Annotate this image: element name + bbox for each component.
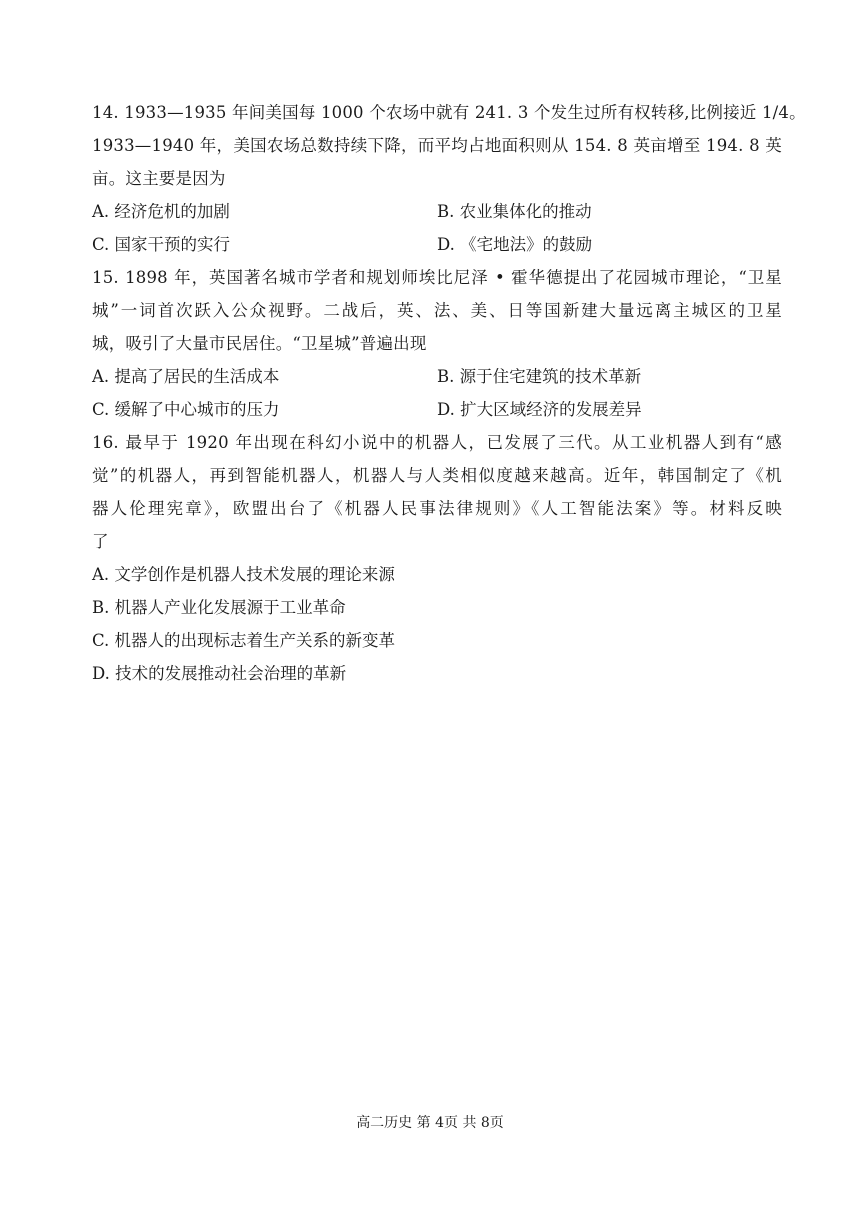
question-14-option-d: D. 《宅地法》的鼓励 — [437, 235, 593, 254]
question-14-stem-line-1: 14. 1933—1935 年间美国每 1000 个农场中就有 241. 3 个发生过所有权转移,比例接近 1/4。 — [92, 103, 806, 122]
question-14-option-b: B. 农业集体化的推动 — [437, 202, 592, 221]
page-footer: 高二历史 第 4页 共 8页 — [356, 1115, 504, 1131]
question-16-stem-line-4: 了 — [92, 532, 109, 551]
question-15-option-a: A. 提高了居民的生活成本 — [92, 367, 280, 386]
question-15-stem-line-3: 城，吸引了大量市民居住。“卫星城”普遍出现 — [92, 334, 427, 353]
question-14-option-c: C. 国家干预的实行 — [92, 235, 231, 254]
question-16-stem-line-1: 16. 最早于 1920 年出现在科幻小说中的机器人，已发展了三代。从工业机器人到有“感 — [92, 433, 782, 452]
question-15-option-b: B. 源于住宅建筑的技术革新 — [437, 367, 642, 386]
question-15 — [92, 261, 782, 426]
question-15-option-d: D. 扩大区域经济的发展差异 — [437, 400, 642, 419]
question-14 — [92, 96, 806, 261]
question-16 — [92, 426, 782, 690]
question-16-option-b: B. 机器人产业化发展源于工业革命 — [92, 598, 346, 617]
question-14-options-row-1 — [92, 195, 782, 228]
question-16-option-d: D. 技术的发展推动社会治理的革新 — [92, 664, 347, 683]
question-14-options-row-2 — [92, 228, 782, 261]
question-14-stem-line-2: 1933—1940 年，美国农场总数持续下降，而平均占地面积则从 154. 8 英亩增至 194. 8 英 — [92, 136, 782, 155]
question-16-stem-line-3: 器人伦理宪章》，欧盟出台了《机器人民事法律规则》《人工智能法案》等。材料反映 — [92, 499, 782, 518]
question-15-stem-line-2: 城”一词首次跃入公众视野。二战后，英、法、美、日等国新建大量远离主城区的卫星 — [92, 301, 782, 320]
question-16-option-c: C. 机器人的出现标志着生产关系的新变革 — [92, 631, 396, 650]
exam-page-body — [92, 96, 806, 690]
question-14-stem-line-3: 亩。这主要是因为 — [92, 169, 226, 188]
question-15-option-c: C. 缓解了中心城市的压力 — [92, 400, 280, 419]
question-16-option-a: A. 文学创作是机器人技术发展的理论来源 — [92, 565, 395, 584]
question-14-option-a: A. 经济危机的加剧 — [92, 202, 230, 221]
question-16-stem-line-2: 觉”的机器人，再到智能机器人，机器人与人类相似度越来越高。近年，韩国制定了《机 — [92, 466, 782, 485]
question-15-stem-line-1: 15. 1898 年，英国著名城市学者和规划师埃比尼泽 • 霍华德提出了花园城市理论，“卫星 — [92, 268, 782, 287]
question-15-options-row-1 — [92, 360, 782, 393]
question-15-options-row-2 — [92, 393, 782, 426]
